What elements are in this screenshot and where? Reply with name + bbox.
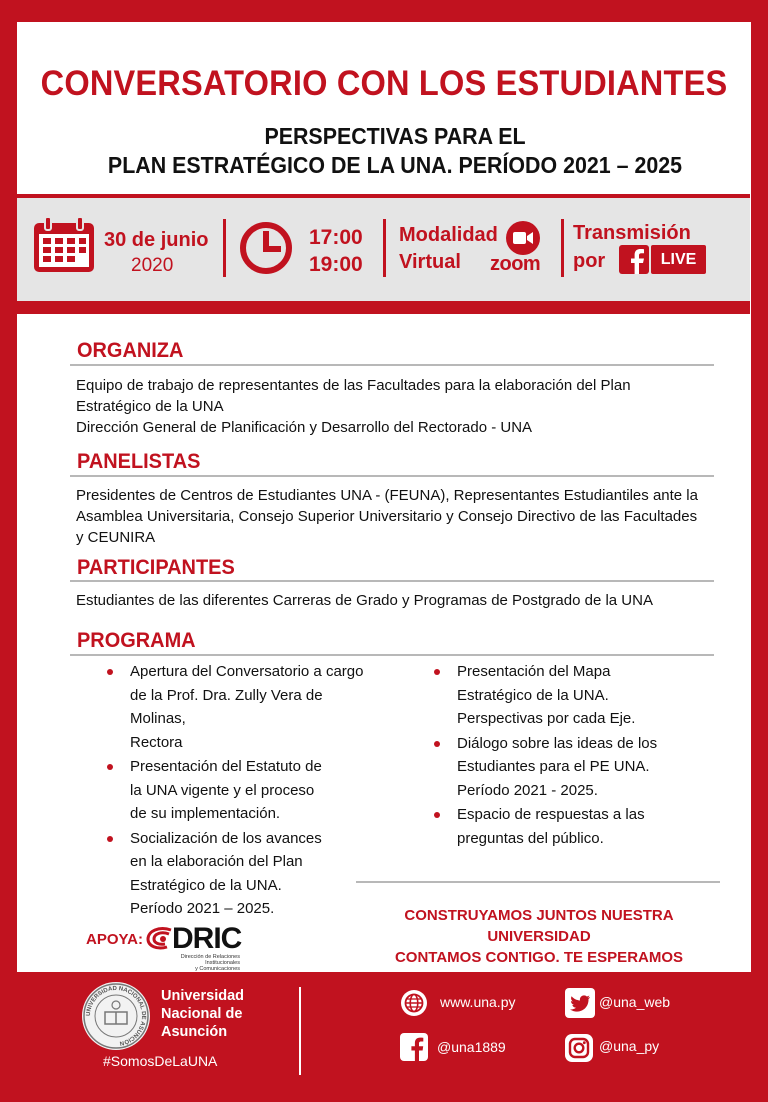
zoom-camera-icon: [505, 220, 541, 256]
panelistas-heading: PANELISTAS: [77, 450, 201, 473]
calendar-icon: [32, 216, 96, 274]
event-mode-line2: Virtual: [399, 251, 461, 273]
organiza-heading: ORGANIZA: [77, 339, 184, 362]
event-mode-line1: Modalidad: [399, 224, 498, 246]
organiza-text: Equipo de trabajo de representantes de las Facultades para la elaboración del Plan Estratégico de la UNA Dirección General de Planificación y Desarrollo del Rectorado - UNA: [76, 377, 631, 436]
list-item: Espacio de respuestas a las preguntas del público.: [432, 803, 712, 850]
hashtag: #SomosDeLaUNA: [103, 1053, 218, 1069]
programa-list-right: [432, 660, 712, 851]
twitter-handle[interactable]: @una_web: [599, 994, 671, 1010]
transmission-por: por: [573, 250, 606, 272]
band-divider: [383, 219, 386, 277]
section-divider: [70, 580, 714, 582]
list-item: Diálogo sobre las ideas de los Estudiantes para el PE UNA. Período 2021 - 2025.: [432, 732, 712, 803]
dric-swirl-icon: [145, 924, 175, 952]
participantes-heading: PARTICIPANTES: [77, 556, 235, 579]
university-seal: [81, 981, 151, 1051]
footer-divider: [299, 987, 301, 1075]
clock-icon: [238, 220, 294, 276]
band-bottom-border: [17, 301, 750, 314]
closing-message: CONSTRUYAMOS JUNTOS NUESTRA UNIVERSIDAD CONTAMOS CONTIGO. TE ESPERAMOS: [394, 907, 684, 966]
list-item: Apertura del Conversatorio a cargo de la Prof. Dra. Zully Vera de Molinas, Rectora: [105, 660, 375, 754]
instagram-icon: [564, 1033, 594, 1063]
event-time-start: 17:00: [309, 226, 363, 249]
poster-title: CONVERSATORIO CON LOS ESTUDIANTES: [40, 64, 728, 103]
twitter-icon: [565, 988, 595, 1018]
programa-heading: PROGRAMA: [77, 629, 196, 652]
globe-icon: [400, 989, 428, 1017]
live-badge: LIVE: [651, 245, 706, 274]
svg-text:UNIVERSIDAD NACIONAL DE ASUNCI: UNIVERSIDAD NACIONAL DE ASUNCIÓN: [85, 985, 147, 1046]
facebook-icon: [619, 245, 649, 274]
list-item: Presentación del Estatuto de la UNA vigente y el proceso de su implementación.: [105, 755, 375, 826]
list-item: Presentación del Mapa Estratégico de la UNA. Perspectivas por cada Eje.: [432, 660, 712, 731]
poster-subtitle: PERSPECTIVAS PARA EL PLAN ESTRATÉGICO DE LA UNA. PERÍODO 2021 – 2025: [107, 123, 683, 178]
participantes-text: Estudiantes de las diferentes Carreras de Grado y Programas de Postgrado de la UNA: [76, 592, 653, 609]
event-time-end: 19:00: [309, 253, 363, 276]
facebook-icon: [400, 1033, 428, 1061]
band-divider: [223, 219, 226, 277]
transmission-label: Transmisión: [573, 222, 691, 244]
zoom-logo: zoom: [490, 253, 541, 275]
event-year: 2020: [131, 255, 174, 276]
closing-divider: [356, 881, 720, 883]
instagram-handle[interactable]: @una_py: [599, 1038, 660, 1054]
apoya-label: APOYA:: [86, 931, 143, 948]
section-divider: [70, 475, 714, 477]
facebook-handle[interactable]: @una1889: [437, 1039, 506, 1055]
programa-list-left: [105, 660, 375, 922]
dric-logo: DRIC: [172, 922, 242, 955]
website-link[interactable]: www.una.py: [440, 994, 516, 1010]
section-divider: [70, 654, 714, 656]
panelistas-text: Presidentes de Centros de Estudiantes UNA - (FEUNA), Representantes Estudiantiles ante la Asamblea Universitaria, Consejo Superior Universitario y Consejo Directivo de las Facultades y CEUNIRA: [76, 487, 698, 546]
band-divider: [561, 219, 564, 277]
university-name: Universidad Nacional de Asunción: [161, 988, 244, 1040]
section-divider: [70, 364, 714, 366]
dric-subtitle: Dirección de Relaciones Institucionales y Comunicaciones: [180, 954, 240, 972]
list-item: Socialización de los avances en la elaboración del Plan Estratégico de la UNA. Período 2021 – 2025.: [105, 827, 375, 921]
event-date: 30 de junio: [104, 229, 209, 251]
